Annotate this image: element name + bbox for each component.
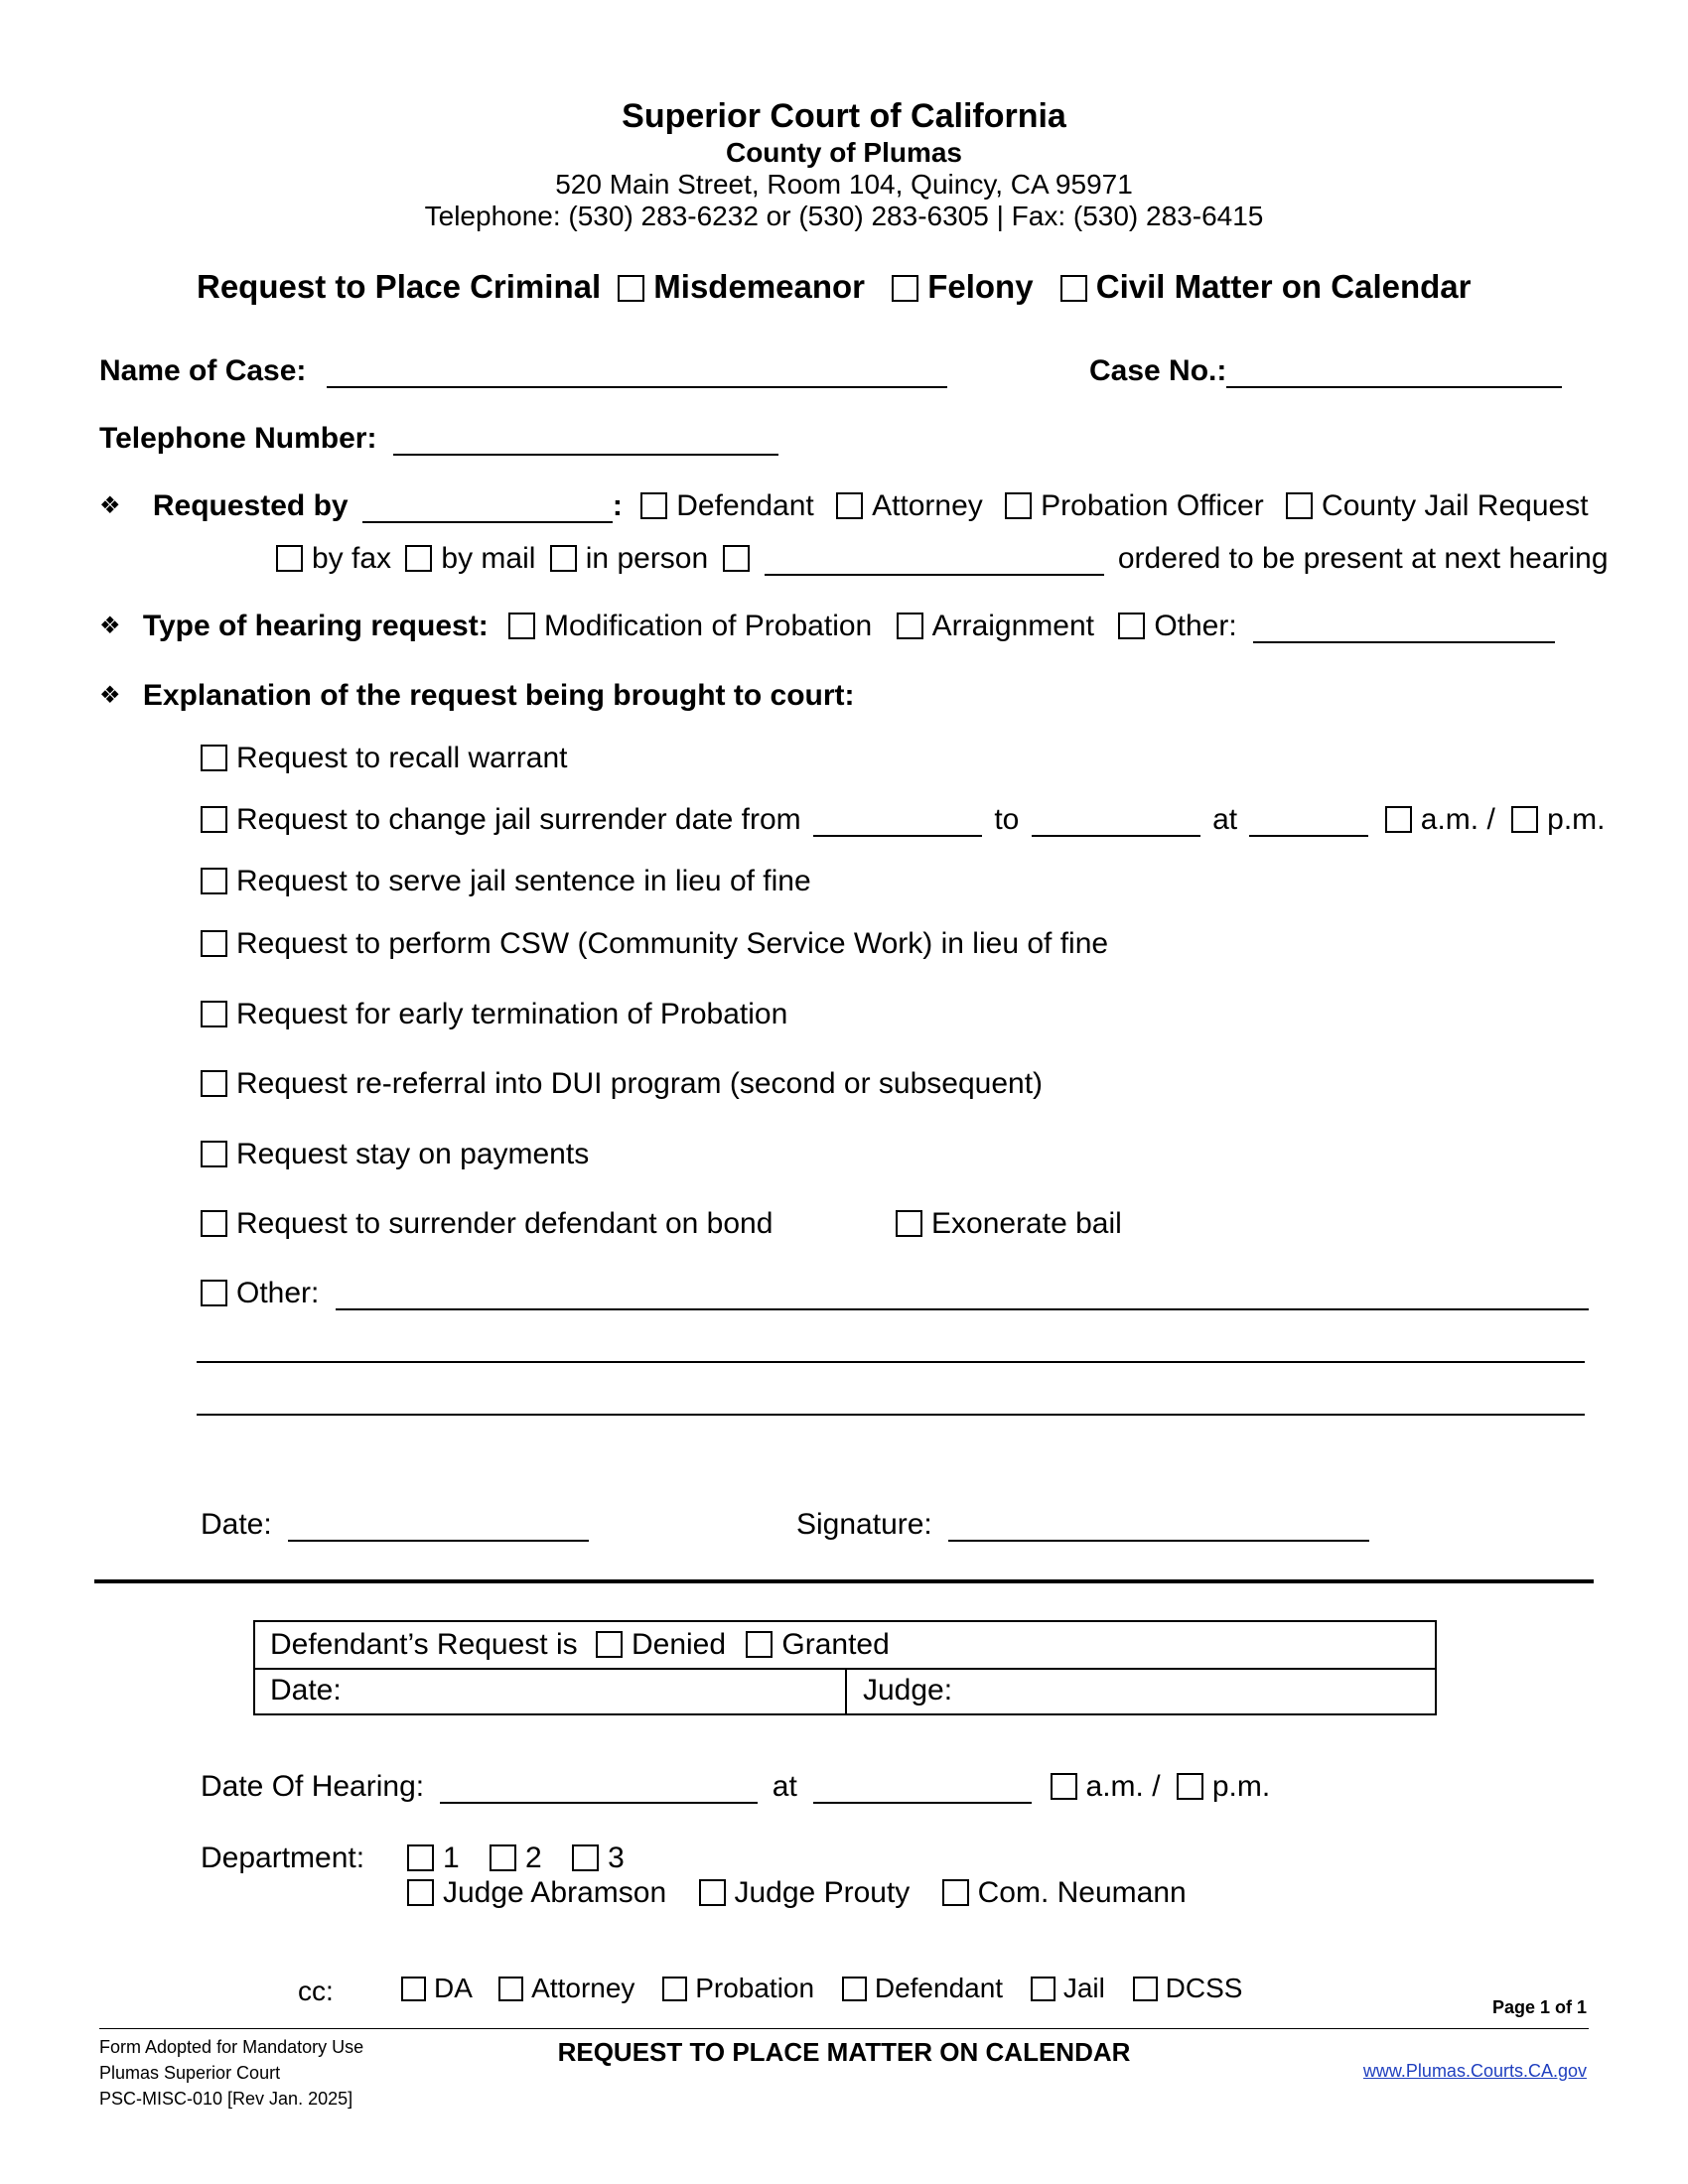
probation-officer-label: Probation Officer — [1041, 489, 1264, 522]
defendant-checkbox[interactable] — [640, 492, 667, 519]
title-prefix: Request to Place Criminal — [197, 268, 602, 305]
county-name: County of Plumas — [725, 137, 962, 168]
cc-dcss-checkbox[interactable] — [1133, 1977, 1158, 2001]
name-of-case-label: Name of Case: — [99, 354, 307, 387]
form-title — [197, 268, 1471, 306]
requested-by-field[interactable] — [362, 493, 613, 523]
recall-warrant-label: Request to recall warrant — [236, 742, 568, 774]
by-fax-label: by fax — [312, 542, 392, 575]
department-1-label: 1 — [443, 1842, 460, 1874]
stay-payments-label: Request stay on payments — [236, 1138, 590, 1170]
hearing-date-row — [201, 1770, 1270, 1804]
stay-payments-row — [201, 1138, 589, 1171]
cc-probation-checkbox[interactable] — [662, 1977, 687, 2001]
explanation-other-field[interactable] — [336, 1281, 1589, 1310]
explanation-line-2[interactable] — [197, 1361, 1585, 1363]
cc-row — [401, 1973, 1242, 2004]
ordered-present-label: ordered to be present at next hearing — [1117, 542, 1609, 575]
cc-label: cc: — [298, 1976, 334, 2006]
judge-abramson-checkbox[interactable] — [407, 1879, 434, 1906]
explanation-other-checkbox[interactable] — [201, 1280, 227, 1306]
department-judges-row — [407, 1876, 1187, 1910]
modification-probation-checkbox[interactable] — [508, 613, 535, 639]
box-date-label[interactable]: Date: — [270, 1674, 342, 1706]
by-mail-label: by mail — [441, 542, 536, 575]
cc-jail-checkbox[interactable] — [1031, 1977, 1055, 2001]
department-2-checkbox[interactable] — [490, 1844, 516, 1871]
date-field[interactable] — [288, 1512, 589, 1542]
surrender-bond-label: Request to surrender defendant on bond — [236, 1207, 774, 1240]
surrender-to-field[interactable] — [1032, 807, 1200, 837]
felony-label: Felony — [927, 268, 1034, 305]
department-label: Department: — [201, 1842, 365, 1874]
in-person-label: in person — [585, 542, 709, 575]
dui-checkbox[interactable] — [201, 1070, 227, 1097]
cc-attorney-label: Attorney — [531, 1973, 635, 2003]
date-row — [201, 1508, 589, 1542]
judge-prouty-checkbox[interactable] — [699, 1879, 726, 1906]
cc-defendant-checkbox[interactable] — [842, 1977, 867, 2001]
surrender-to-label: to — [994, 803, 1020, 836]
bullet-diamond-icon: ❖ — [99, 682, 121, 709]
in-person-checkbox[interactable] — [550, 545, 577, 572]
surrender-pm-label: p.m. — [1547, 803, 1606, 836]
hearing-other-field[interactable] — [1253, 614, 1555, 643]
request-is-label: Defendant’s Request is — [270, 1628, 578, 1661]
date-label: Date: — [201, 1508, 272, 1541]
defendant-label: Defendant — [676, 489, 814, 522]
ordered-present-field[interactable] — [765, 546, 1104, 576]
dui-label: Request re-referral into DUI program (second or subsequent) — [236, 1067, 1044, 1100]
footer-title: REQUEST TO PLACE MATTER ON CALENDAR — [557, 2037, 1131, 2067]
exonerate-bail-label: Exonerate bail — [931, 1207, 1122, 1240]
court-phone: Telephone: (530) 283-6232 or (530) 283-6305 | Fax: (530) 283-6415 — [424, 201, 1264, 231]
requested-by-label: Requested by — [152, 489, 349, 522]
website-link[interactable]: www.Plumas.Courts.CA.gov — [1362, 2061, 1587, 2081]
surrender-from-field[interactable] — [813, 807, 982, 837]
modification-probation-label: Modification of Probation — [544, 610, 873, 642]
csw-row — [201, 927, 1108, 961]
department-numbers-row — [407, 1842, 625, 1875]
footer-court: Plumas Superior Court — [99, 2063, 281, 2083]
hearing-date-label: Date Of Hearing: — [201, 1770, 425, 1803]
judge-abramson-label: Judge Abramson — [443, 1876, 667, 1909]
court-decision-box — [253, 1620, 1437, 1715]
requested-by-colon: : — [612, 489, 623, 522]
signature-row — [796, 1508, 1369, 1542]
surrender-bond-checkbox[interactable] — [201, 1210, 227, 1237]
denied-label: Denied — [631, 1628, 727, 1661]
hearing-time-field[interactable] — [813, 1774, 1032, 1804]
department-1-checkbox[interactable] — [407, 1844, 434, 1871]
misdemeanor-checkbox[interactable] — [618, 275, 644, 302]
change-surrender-row — [201, 803, 1606, 837]
csw-checkbox[interactable] — [201, 930, 227, 957]
case-no-field[interactable] — [1226, 358, 1562, 388]
page-number: Page 1 of 1 — [1491, 1997, 1587, 2017]
serve-jail-checkbox[interactable] — [201, 868, 227, 894]
surrender-pm-checkbox[interactable] — [1511, 806, 1538, 833]
hearing-at-label: at — [772, 1770, 797, 1803]
footer-form-number: PSC-MISC-010 [Rev Jan. 2025] — [99, 2089, 353, 2109]
department-2-label: 2 — [525, 1842, 542, 1874]
explanation-other-label: Other: — [236, 1277, 320, 1309]
department-3-label: 3 — [608, 1842, 625, 1874]
hearing-other-checkbox[interactable] — [1118, 613, 1145, 639]
surrender-time-field[interactable] — [1249, 807, 1368, 837]
signature-label: Signature: — [796, 1508, 932, 1541]
recall-warrant-row — [201, 742, 568, 775]
attorney-label: Attorney — [872, 489, 983, 522]
telephone-field[interactable] — [393, 426, 778, 456]
surrender-at-label: at — [1212, 803, 1238, 836]
change-surrender-label: Request to change jail surrender date from — [236, 803, 801, 836]
cc-da-label: DA — [434, 1973, 472, 2003]
denied-checkbox[interactable] — [596, 1631, 623, 1658]
explanation-line-3[interactable] — [197, 1414, 1585, 1416]
arraignment-checkbox[interactable] — [897, 613, 923, 639]
request-method-row — [276, 542, 1609, 576]
felony-checkbox[interactable] — [892, 275, 918, 302]
hearing-date-field[interactable] — [440, 1774, 758, 1804]
case-no-label: Case No.: — [1089, 354, 1227, 387]
cc-dcss-label: DCSS — [1165, 1973, 1243, 2003]
ordered-present-checkbox[interactable] — [723, 545, 750, 572]
bullet-diamond-icon: ❖ — [99, 613, 121, 639]
misdemeanor-label: Misdemeanor — [653, 268, 866, 305]
cc-defendant-label: Defendant — [874, 1973, 1004, 2003]
explanation-other-row — [201, 1277, 1589, 1310]
section-divider — [94, 1579, 1594, 1583]
recall-warrant-checkbox[interactable] — [201, 745, 227, 771]
surrender-bond-row — [201, 1207, 773, 1241]
box-vertical-divider — [845, 1668, 847, 1713]
hearing-type-row — [99, 610, 1555, 643]
exonerate-bail-row — [896, 1207, 1122, 1241]
surrender-am-label: a.m. / — [1420, 803, 1495, 836]
name-of-case-row — [99, 354, 947, 388]
early-termination-row — [201, 998, 787, 1031]
granted-checkbox[interactable] — [746, 1631, 773, 1658]
telephone-row — [99, 422, 778, 456]
by-fax-checkbox[interactable] — [276, 545, 303, 572]
county-jail-label: County Jail Request — [1322, 489, 1589, 522]
early-termination-checkbox[interactable] — [201, 1001, 227, 1027]
dui-row — [201, 1067, 1043, 1101]
arraignment-label: Arraignment — [931, 610, 1094, 642]
probation-officer-checkbox[interactable] — [1005, 492, 1032, 519]
hearing-pm-label: p.m. — [1211, 1770, 1271, 1803]
explanation-label: Explanation of the request being brought to court: — [142, 679, 855, 712]
case-no-row — [1089, 354, 1562, 388]
early-termination-label: Request for early termination of Probation — [236, 998, 788, 1030]
by-mail-checkbox[interactable] — [405, 545, 432, 572]
court-address: 520 Main Street, Room 104, Quincy, CA 95971 — [555, 169, 1133, 200]
cc-probation-label: Probation — [695, 1973, 815, 2003]
request-is-row — [270, 1628, 890, 1662]
requested-by-row — [99, 489, 1589, 523]
com-neumann-label: Com. Neumann — [977, 1876, 1187, 1909]
county-jail-checkbox[interactable] — [1286, 492, 1313, 519]
explanation-row — [99, 679, 855, 713]
civil-checkbox[interactable] — [1060, 275, 1087, 302]
hearing-am-checkbox[interactable] — [1051, 1773, 1077, 1800]
hearing-am-label: a.m. / — [1085, 1770, 1161, 1803]
exonerate-bail-checkbox[interactable] — [896, 1210, 922, 1237]
csw-label: Request to perform CSW (Community Service Work) in lieu of fine — [236, 927, 1109, 960]
cc-jail-label: Jail — [1062, 1973, 1105, 2003]
court-name: Superior Court of California — [622, 97, 1066, 135]
granted-label: Granted — [781, 1628, 890, 1661]
stay-payments-checkbox[interactable] — [201, 1141, 227, 1167]
hearing-other-label: Other: — [1154, 610, 1237, 642]
department-3-checkbox[interactable] — [572, 1844, 599, 1871]
telephone-label: Telephone Number: — [99, 422, 377, 455]
com-neumann-checkbox[interactable] — [942, 1879, 969, 1906]
name-of-case-field[interactable] — [327, 358, 947, 388]
judge-prouty-label: Judge Prouty — [734, 1876, 911, 1909]
attorney-checkbox[interactable] — [836, 492, 863, 519]
serve-jail-label: Request to serve jail sentence in lieu of fine — [236, 865, 811, 897]
hearing-pm-checkbox[interactable] — [1177, 1773, 1203, 1800]
surrender-am-checkbox[interactable] — [1385, 806, 1412, 833]
serve-jail-row — [201, 865, 811, 898]
footer-adopted: Form Adopted for Mandatory Use — [99, 2037, 364, 2057]
bullet-diamond-icon: ❖ — [99, 492, 121, 519]
change-surrender-checkbox[interactable] — [201, 806, 227, 833]
box-judge-label[interactable]: Judge: — [863, 1674, 953, 1706]
cc-da-checkbox[interactable] — [401, 1977, 426, 2001]
cc-attorney-checkbox[interactable] — [498, 1977, 523, 2001]
civil-label: Civil Matter on Calendar — [1095, 268, 1472, 305]
footer-rule — [99, 2028, 1589, 2029]
signature-field[interactable] — [948, 1512, 1369, 1542]
hearing-type-label: Type of hearing request: — [142, 610, 489, 642]
